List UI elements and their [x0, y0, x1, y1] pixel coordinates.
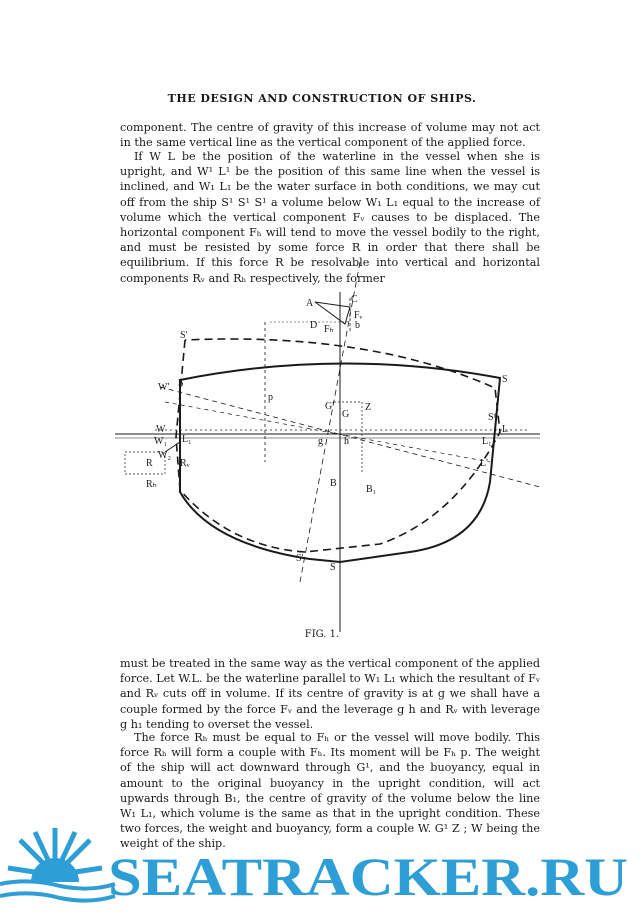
ship-stability-diagram	[110, 262, 550, 642]
label-G: G	[342, 409, 350, 420]
label-p: p	[268, 392, 273, 403]
label-W2: W₂	[158, 450, 171, 461]
paragraph-3: must be treated in the same way as the vertical component of the applied force. Let W.L. be the waterline parallel to W₁ L₁ which the resultant of Fᵥ and Rᵥ cuts off in volume. If its centre of gravity is at g we shall have a couple formed by the force Fᵥ and the leverage g h and Rᵥ with leverage g h₁ tending to overset the vessel.	[120, 657, 540, 731]
running-head: THE DESIGN AND CONSTRUCTION OF SHIPS.	[167, 92, 477, 105]
label-S-bottom-prime: S'	[296, 553, 304, 564]
label-RV: Rᵥ	[180, 458, 190, 469]
label-R: R	[146, 458, 153, 469]
inclined-hull	[176, 339, 500, 552]
label-A: A	[306, 298, 314, 309]
label-S-left: S	[178, 378, 184, 389]
label-S-right: S	[502, 374, 508, 385]
label-L1-right: L₁	[482, 436, 492, 447]
label-RH: Rₕ	[146, 479, 157, 490]
watermark-text: SEATRACKER.RU	[108, 847, 628, 907]
figure-caption: FIG. 1.	[304, 629, 340, 640]
label-S-bottom: S	[330, 562, 336, 573]
label-Z: Z	[365, 402, 372, 413]
label-FV: Fᵥ	[354, 310, 363, 321]
paragraph-4: The force Rₕ must be equal to Fₕ or the vessel will move bodily. This force Rₕ will form a couple with Fₕ. Its moment will be Fₕ p. The weight of the ship will act downward through G¹, and the buoyancy, equal in amount to the original buoyancy in the upright condition, will act upwards through B₁, the centre of gravity of the volume below the line W₁ L₁, which volume is the same as that in the upright condition. These two forces, the weight and buoyancy, form a couple W. G¹ Z ; W being the weight of the ship.	[120, 731, 540, 851]
label-L-prime: L'	[480, 458, 488, 469]
inclined-center-line	[300, 262, 360, 582]
label-L1-left: L₁	[182, 434, 192, 445]
force-triangle	[315, 302, 350, 324]
label-B: B	[330, 478, 337, 489]
label-W-prime: W'	[158, 382, 170, 393]
label-S1-right: S¹	[488, 412, 497, 423]
label-D: D	[310, 320, 318, 331]
label-L: L	[502, 424, 509, 435]
label-W: W	[156, 424, 166, 435]
label-C: C	[351, 294, 358, 305]
label-b: b	[355, 320, 360, 331]
paragraph-1: component. The centre of gravity of this increase of volume may not act in the same vertical line as the vertical component of the applied force.	[120, 121, 540, 150]
seatracker-watermark	[0, 820, 644, 920]
paragraph-2: If W L be the position of the waterline in the vessel when she is upright, and W¹ L¹ be the position of this same line when the vessel is inclined, and W₁ L₁ be the water surface in both conditions, we may cut off from the ship S¹ S¹ S¹ a volume below W₁ L₁ equal to the increase of volume which the vertical component Fᵥ causes to be displaced. The horizontal component Fₕ will tend to move the vessel bodily to the right, and must be resisted by some force R in order that there shall be equilibrium. If this force R be resolvable into vertical and horizontal components Rᵥ and Rₕ respectively, the former	[120, 150, 540, 285]
label-S-prime: S'	[180, 330, 188, 341]
label-g: g	[318, 436, 323, 447]
label-FH-top: Fₕ	[324, 324, 334, 335]
label-G1: G'	[325, 401, 335, 412]
label-h: h	[344, 436, 349, 447]
label-W1: W₁	[154, 436, 167, 447]
label-B1: B₁	[366, 484, 377, 495]
